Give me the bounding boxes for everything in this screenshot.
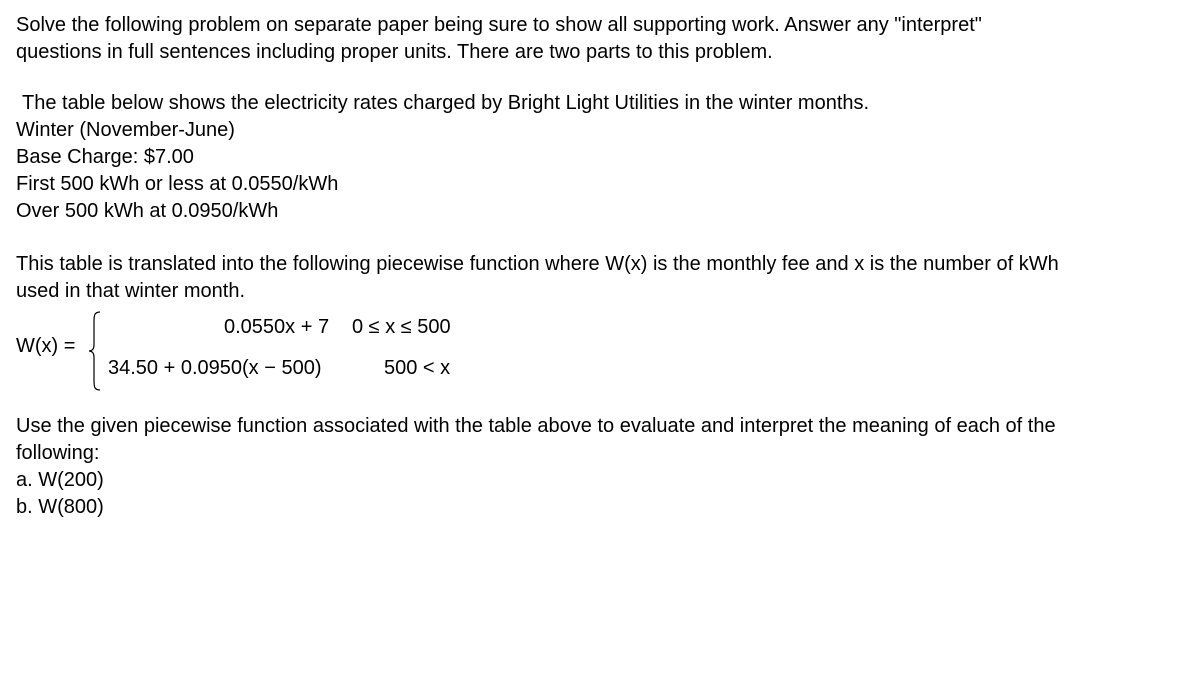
rate-table-intro: The table below shows the electricity rates charged by Bright Light Utilities in the winter months. xyxy=(22,92,870,114)
rate-season: Winter (November-June) xyxy=(16,119,235,141)
case-1-expression: 0.0550x + 7 xyxy=(224,316,330,338)
function-name: W(x) = xyxy=(16,335,76,357)
case-2-expression: 34.50 + 0.0950(x − 500) xyxy=(108,357,322,379)
rate-tier-1: First 500 kWh or less at 0.0550/kWh xyxy=(16,173,339,195)
instructions xyxy=(16,12,982,66)
translation-line-1: This table is translated into the following piecewise function where W(x) is the monthly fee and x is the number of kWh xyxy=(16,253,1059,275)
task-text xyxy=(16,413,1056,521)
instructions-line-1: Solve the following problem on separate paper being sure to show all supporting work. Answer any "interpret" xyxy=(16,14,982,36)
task-line-2: following: xyxy=(16,442,100,464)
task-item-a: a. W(200) xyxy=(16,469,104,491)
task-line-1: Use the given piecewise function associated with the table above to evaluate and interpret the meaning of each of the xyxy=(16,415,1056,437)
task-item-b: b. W(800) xyxy=(16,496,104,518)
translation-text xyxy=(16,251,1059,305)
case-1-condition: 0 ≤ x ≤ 500 xyxy=(352,316,451,338)
left-brace-icon xyxy=(88,310,102,392)
instructions-line-2: questions in full sentences including proper units. There are two parts to this problem. xyxy=(16,41,773,63)
translation-line-2: used in that winter month. xyxy=(16,280,246,302)
rate-base-charge: Base Charge: $7.00 xyxy=(16,146,194,168)
rate-table xyxy=(16,90,869,225)
case-2-condition: 500 < x xyxy=(384,357,451,379)
piecewise-function xyxy=(16,310,476,392)
rate-tier-2: Over 500 kWh at 0.0950/kWh xyxy=(16,200,279,222)
